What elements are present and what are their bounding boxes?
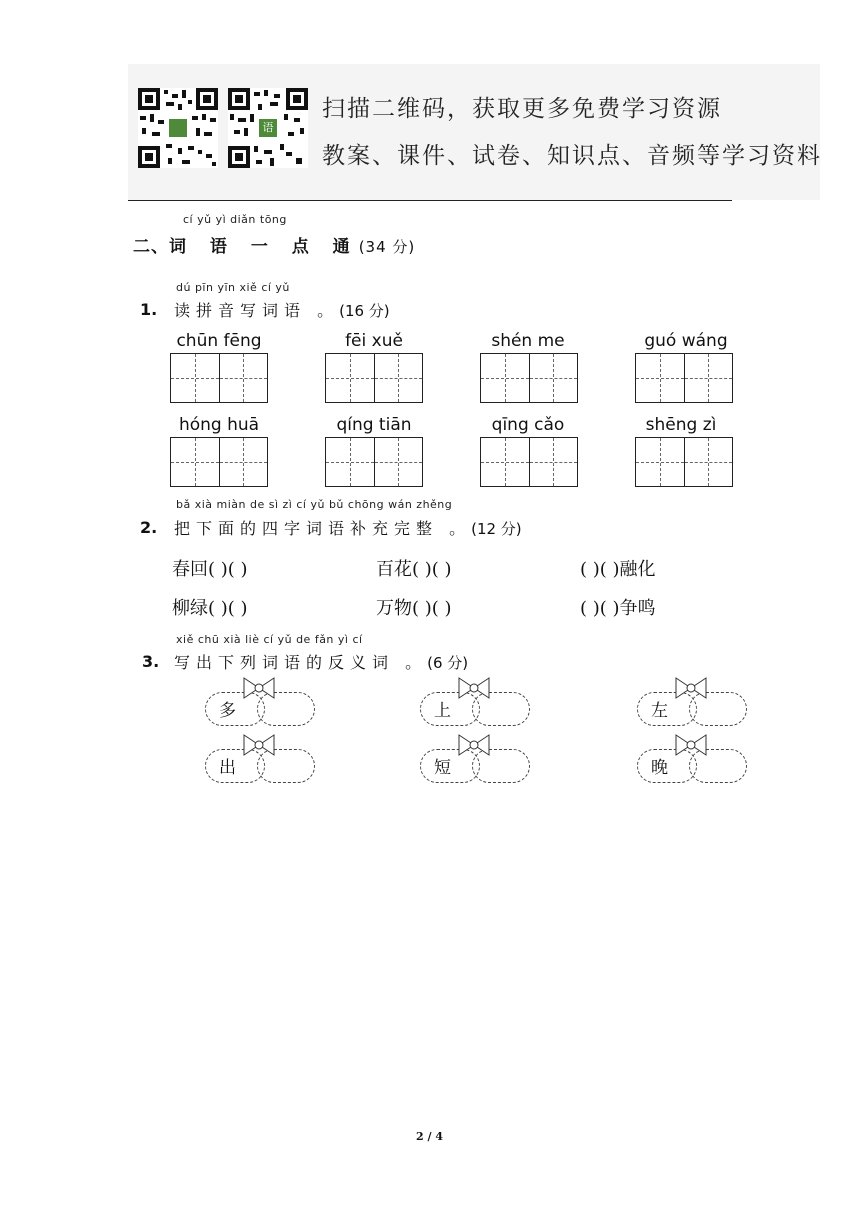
antonym-pair[interactable] [637, 749, 747, 783]
writing-grid[interactable] [325, 353, 423, 403]
q2-pinyin: bǎ xià miàn de sì zì cí yǔ bǔ chōng wán zhěng [176, 498, 453, 511]
antonym-pair[interactable] [420, 749, 530, 783]
q1-score: (16 分) [339, 302, 390, 320]
q2-score: (12 分) [471, 520, 522, 538]
q1-prompt [174, 298, 390, 321]
writing-grid[interactable] [480, 437, 578, 487]
q1-word-pinyin: shén me [491, 331, 565, 351]
qr-code-1 [138, 88, 218, 168]
q1-word-pinyin: fēi xuě [345, 331, 403, 351]
qr-badge-icon: 语 [259, 119, 277, 137]
antonym-pair[interactable] [205, 749, 315, 783]
antonym-char: 上 [434, 701, 451, 721]
q1-word-pinyin: chūn fēng [176, 331, 262, 351]
writing-grid[interactable] [635, 353, 733, 403]
writing-grid[interactable] [170, 437, 268, 487]
qr-badge-icon [169, 119, 187, 137]
header-line-1: 扫描二维码，获取更多免费学习资源 [322, 96, 722, 122]
idiom-blank[interactable]: 万物( )( ) [376, 598, 452, 619]
q1-word-pinyin: qíng tiān [336, 415, 412, 435]
q3-score: (6 分) [427, 654, 469, 672]
idiom-blank[interactable]: 百花( )( ) [376, 559, 452, 580]
writing-grid[interactable] [170, 353, 268, 403]
antonym-pair[interactable] [637, 692, 747, 726]
page-number: 2 / 4 [416, 1130, 443, 1143]
idiom-blank[interactable]: 柳绿( )( ) [172, 598, 248, 619]
bow-icon [673, 676, 709, 700]
antonym-pair[interactable] [205, 692, 315, 726]
q1-number: 1. [140, 300, 158, 319]
q1-word-pinyin: shēng zì [645, 415, 717, 435]
q1-word-pinyin: qīng cǎo [491, 415, 565, 435]
q1-word-pinyin: hóng huā [178, 415, 260, 435]
antonym-char: 左 [651, 701, 668, 721]
qr-code-2 [228, 88, 308, 168]
section-title-text: 词 语 一 点 通 [169, 237, 359, 257]
writing-grid[interactable] [635, 437, 733, 487]
q1-text: 读拼音写词语 。 [174, 301, 340, 320]
antonym-pair[interactable] [420, 692, 530, 726]
section-title [133, 232, 415, 257]
writing-grid[interactable] [325, 437, 423, 487]
idiom-blank[interactable]: ( )( )争鸣 [580, 598, 656, 619]
bow-icon [456, 733, 492, 757]
q3-pinyin: xiě chū xià liè cí yǔ de fǎn yì cí [176, 633, 363, 646]
antonym-char: 晚 [651, 758, 668, 778]
header-line-2: 教案、课件、试卷、知识点、音频等学习资料 [322, 143, 822, 169]
bow-icon [241, 733, 277, 757]
q2-number: 2. [140, 518, 158, 537]
section-pinyin: cí yǔ yì diǎn tōng [183, 213, 287, 226]
writing-grid[interactable] [480, 353, 578, 403]
antonym-char: 多 [219, 701, 236, 721]
q1-word-pinyin: guó wáng [644, 331, 728, 351]
q3-text: 写出下列词语的反义词 。 [174, 653, 428, 672]
bow-icon [241, 676, 277, 700]
bow-icon [456, 676, 492, 700]
antonym-char: 出 [219, 758, 236, 778]
q3-number: 3. [142, 652, 160, 671]
antonym-char: 短 [434, 758, 451, 778]
q3-prompt [174, 650, 468, 673]
q2-prompt [174, 516, 522, 539]
section-score: (34 分) [358, 238, 416, 256]
bow-icon [673, 733, 709, 757]
header-divider [128, 200, 732, 201]
idiom-blank[interactable]: ( )( )融化 [580, 559, 656, 580]
q2-text: 把下面的四字词语补充完整 。 [174, 519, 472, 538]
section-prefix: 二、 [133, 237, 169, 257]
idiom-blank[interactable]: 春回( )( ) [172, 559, 248, 580]
q1-pinyin: dú pīn yīn xiě cí yǔ [176, 281, 290, 294]
